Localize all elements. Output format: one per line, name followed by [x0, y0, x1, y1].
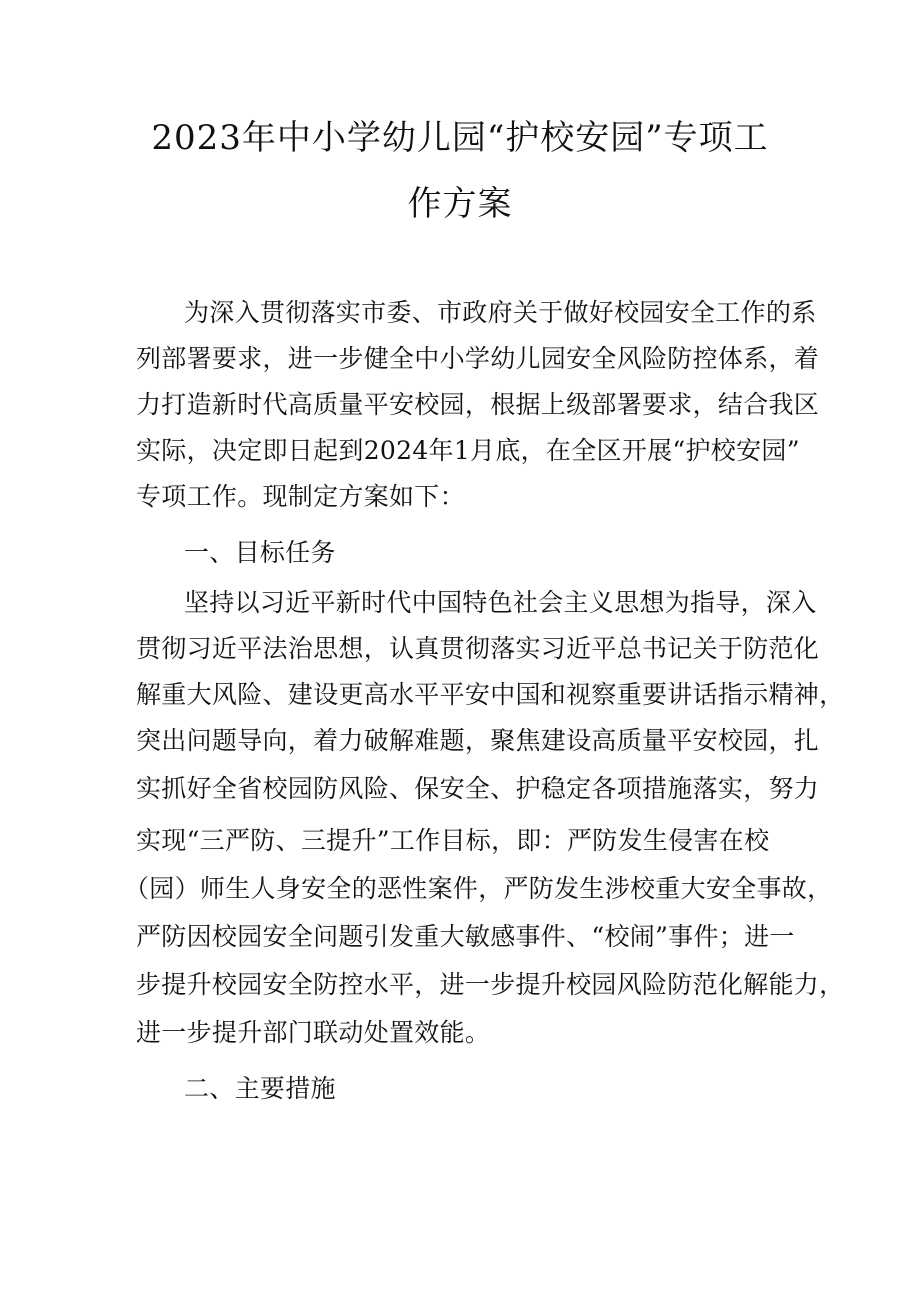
- section1-line: 实现“三严防、三提升”工作目标，即：严防发生侵害在校: [136, 826, 770, 855]
- section-heading-goals: 一、目标任务: [184, 538, 336, 567]
- intro-line: 为深入贯彻落实市委、市政府关于做好校园安全工作的系: [184, 298, 817, 327]
- document-title-line-2: 作方案: [407, 184, 513, 224]
- section1-line: 步提升校园安全防控水平，进一步提升校园风险防范化解能力，: [136, 970, 845, 999]
- section1-line: 坚持以习近平新时代中国特色社会主义思想为指导，深入: [184, 588, 817, 617]
- intro-line: 列部署要求，进一步健全中小学幼儿园安全风险防控体系，着: [136, 344, 820, 373]
- section1-line: 实抓好全省校园防风险、保安全、护稳定各项措施落实，努力: [136, 774, 820, 803]
- intro-line: 专项工作。现制定方案如下：: [136, 482, 465, 511]
- intro-line: 力打造新时代高质量平安校园，根据上级部署要求，结合我区: [136, 390, 820, 419]
- section1-line: 严防因校园安全问题引发重大敏感事件、“校闹”事件；进一: [136, 922, 795, 951]
- section1-line: 进一步提升部门联动处置效能。: [136, 1018, 491, 1047]
- intro-line: 实际，决定即日起到2024年1月底，在全区开展“护校安园”: [136, 436, 800, 465]
- section-heading-measures: 二、主要措施: [184, 1074, 336, 1103]
- section1-line: 解重大风险、建设更高水平平安中国和视察重要讲话指示精神，: [136, 680, 845, 709]
- section1-line: 突出问题导向，着力破解难题，聚焦建设高质量平安校园，扎: [136, 726, 820, 755]
- section1-line: 贯彻习近平法治思想，认真贯彻落实习近平总书记关于防范化: [136, 634, 820, 663]
- document-title-line-1: 2023年中小学幼儿园“护校安园”专项工: [151, 118, 769, 158]
- section1-line: （园）师生人身安全的恶性案件，严防发生涉校重大安全事故，: [124, 874, 833, 903]
